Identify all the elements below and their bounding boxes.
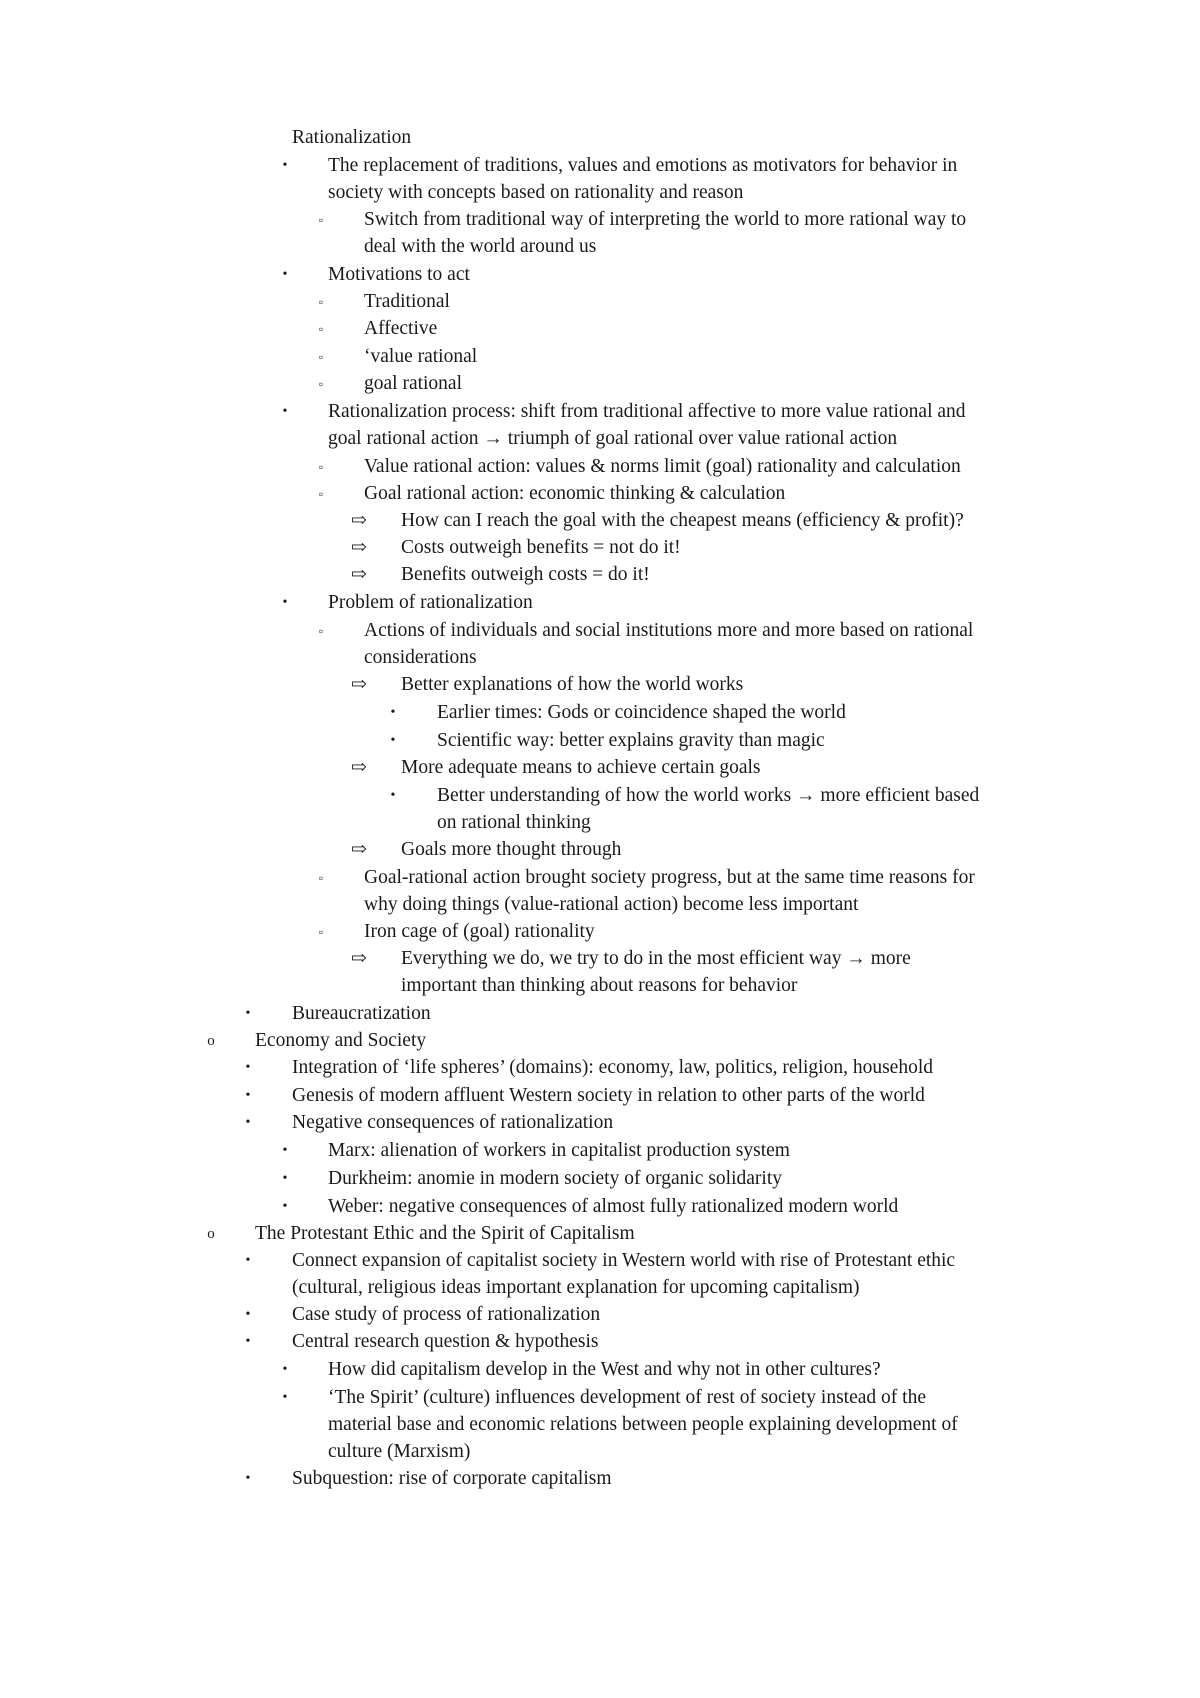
outline-text: Goal rational action: economic thinking & calculation: [364, 483, 786, 504]
outline-text: The Protestant Ethic and the Spirit of Capitalism: [255, 1223, 635, 1244]
bullet-square-icon: ▫: [318, 925, 324, 939]
bullet-dot-icon: •: [282, 1199, 288, 1214]
bullet-dot-icon: •: [245, 1334, 251, 1349]
outline-text: Traditional: [364, 291, 450, 312]
outline-text: material base and economic relations between people explaining development of: [328, 1414, 958, 1435]
bullet-square-icon: ▫: [318, 377, 324, 391]
outline-text: Goal-rational action brought society progress, but at the same time reasons for: [364, 867, 975, 888]
outline-text: Goals more thought through: [401, 839, 622, 860]
outline-text: Benefits outweigh costs = do it!: [401, 564, 650, 585]
bullet-square-icon: ▫: [318, 871, 324, 885]
arrow-right-icon: ⇨: [351, 510, 367, 531]
outline-text: Motivations to act: [328, 264, 470, 285]
bullet-circle-icon: o: [207, 1226, 215, 1242]
outline-text: Central research question & hypothesis: [292, 1331, 599, 1352]
outline-text: Rationalization process: shift from traditional affective to more value rational and: [328, 401, 966, 422]
bullet-dot-icon: •: [245, 1088, 251, 1103]
outline-text: important than thinking about reasons for behavior: [401, 975, 798, 996]
outline-text: Everything we do, we try to do in the most efficient way → more: [401, 948, 911, 969]
arrow-right-icon: ⇨: [351, 564, 367, 585]
arrow-right-icon: ⇨: [351, 674, 367, 695]
outline-text: Durkheim: anomie in modern society of organic solidarity: [328, 1168, 782, 1189]
outline-text: Iron cage of (goal) rationality: [364, 921, 595, 942]
bullet-dot-icon: •: [245, 1471, 251, 1486]
outline-text: on rational thinking: [437, 812, 591, 833]
outline-text: Costs outweigh benefits = not do it!: [401, 537, 681, 558]
outline-text: Affective: [364, 318, 438, 339]
outline-text: culture (Marxism): [328, 1441, 471, 1462]
outline-text: ‘value rational: [364, 346, 478, 367]
outline-text: Switch from traditional way of interpreting the world to more rational way to: [364, 209, 967, 230]
outline-text: Scientific way: better explains gravity than magic: [437, 730, 825, 751]
outline-text: Economy and Society: [255, 1030, 427, 1051]
outline-text: Better understanding of how the world works → more efficient based: [437, 785, 980, 806]
outline-text: The replacement of traditions, values and emotions as motivators for behavior in: [328, 155, 958, 176]
bullet-dot-icon: •: [245, 1253, 251, 1268]
outline-text: Case study of process of rationalization: [292, 1304, 601, 1325]
outline-text: Value rational action: values & norms limit (goal) rationality and calculation: [364, 456, 961, 477]
bullet-square-icon: ▫: [318, 350, 324, 364]
bullet-circle-icon: o: [207, 1033, 215, 1049]
outline-text: considerations: [364, 647, 477, 668]
bullet-dot-icon: •: [245, 1006, 251, 1021]
outline-text: society with concepts based on rationality and reason: [328, 182, 744, 203]
bullet-dot-icon: •: [282, 267, 288, 282]
outline-text: Subquestion: rise of corporate capitalism: [292, 1468, 612, 1489]
outline-text: Rationalization: [292, 127, 412, 148]
outline-text: (cultural, religious ideas important explanation for upcoming capitalism): [292, 1277, 860, 1298]
bullet-dot-icon: •: [282, 1390, 288, 1405]
outline-text: Actions of individuals and social institutions more and more based on rational: [364, 620, 974, 641]
bullet-dot-icon: •: [245, 1060, 251, 1075]
outline-text: How can I reach the goal with the cheapest means (efficiency & profit)?: [401, 510, 964, 531]
outline-text: goal rational action → triumph of goal rational over value rational action: [328, 428, 898, 449]
bullet-dot-icon: •: [282, 158, 288, 173]
bullet-dot-icon: •: [390, 733, 396, 748]
bullet-square-icon: ▫: [318, 322, 324, 336]
outline-text: why doing things (value-rational action) become less important: [364, 894, 859, 915]
outline-text: Earlier times: Gods or coincidence shaped the world: [437, 702, 846, 723]
bullet-square-icon: ▫: [318, 624, 324, 638]
arrow-right-icon: ⇨: [351, 839, 367, 860]
bullet-dot-icon: •: [282, 1171, 288, 1186]
outline-text: deal with the world around us: [364, 236, 597, 257]
outline-text: Weber: negative consequences of almost fully rationalized modern world: [328, 1196, 899, 1217]
outline-text: ‘The Spirit’ (culture) influences development of rest of society instead of the: [328, 1387, 926, 1408]
outline-text: How did capitalism develop in the West and why not in other cultures?: [328, 1359, 881, 1380]
outline-text: More adequate means to achieve certain goals: [401, 757, 761, 778]
arrow-right-icon: ⇨: [351, 757, 367, 778]
bullet-square-icon: ▫: [318, 460, 324, 474]
bullet-dot-icon: •: [282, 404, 288, 419]
bullet-dot-icon: •: [390, 705, 396, 720]
bullet-dot-icon: •: [245, 1307, 251, 1322]
outline-text: Connect expansion of capitalist society in Western world with rise of Protestant ethic: [292, 1250, 956, 1271]
outline-text: Integration of ‘life spheres’ (domains): economy, law, politics, religion, household: [292, 1057, 933, 1078]
bullet-square-icon: ▫: [318, 213, 324, 227]
bullet-dot-icon: •: [282, 1143, 288, 1158]
arrow-right-icon: ⇨: [351, 948, 367, 969]
outline-text: Problem of rationalization: [328, 592, 533, 613]
outline-text: Better explanations of how the world works: [401, 674, 744, 695]
arrow-right-icon: ⇨: [351, 537, 367, 558]
bullet-dot-icon: •: [245, 1115, 251, 1130]
bullet-dot-icon: •: [282, 595, 288, 610]
outline-text: Marx: alienation of workers in capitalist production system: [328, 1140, 790, 1161]
bullet-square-icon: ▫: [318, 295, 324, 309]
outline-text: Genesis of modern affluent Western society in relation to other parts of the world: [292, 1085, 925, 1106]
bullet-square-icon: ▫: [318, 487, 324, 501]
outline-text: Bureaucratization: [292, 1003, 431, 1024]
outline-text: Negative consequences of rationalization: [292, 1112, 614, 1133]
bullet-dot-icon: •: [390, 788, 396, 803]
outline-text: goal rational: [364, 373, 463, 394]
bullet-dot-icon: •: [282, 1362, 288, 1377]
